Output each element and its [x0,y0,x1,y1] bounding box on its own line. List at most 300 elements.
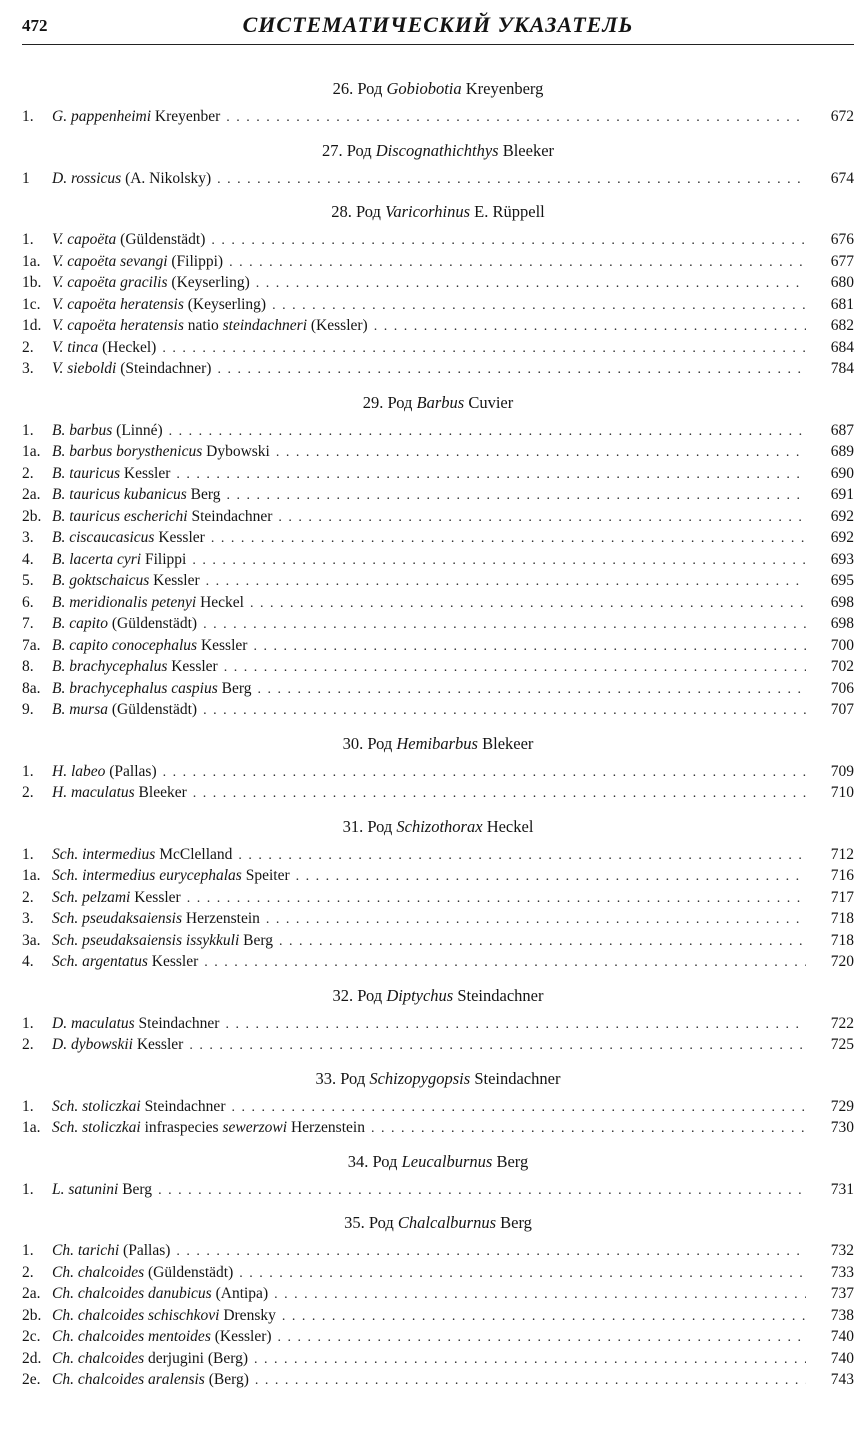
genus-heading [22,1062,854,1096]
page-reference: 689 [830,443,854,460]
index-entry [22,441,854,463]
leader-dots [225,1014,806,1035]
species-name [52,1240,170,1262]
species-name [52,887,181,909]
page-reference: 731 [830,1180,854,1198]
latin-name: B. mursa [52,701,108,718]
species-name [52,678,251,700]
index-entry [22,678,854,700]
species-name [52,506,272,528]
species-list [22,1013,854,1056]
leader-dots [238,845,806,866]
page-reference: 730 [830,1119,854,1136]
leader-dots [176,464,806,485]
index-entry [22,1305,854,1327]
genus-author: E. Rüppell [470,202,545,221]
species-name [52,484,220,506]
species-name [52,229,205,251]
author-name: Speiter [241,867,290,884]
entry-number: 2. [22,338,34,356]
species-name [52,315,368,337]
index-entry [22,951,854,973]
species-name [52,699,197,721]
latin-name: B. tauricus escherichi [52,507,188,525]
author-name: Berg [186,486,221,503]
genus-heading [22,386,854,420]
page-reference: 695 [830,572,854,589]
index-entry [22,1326,854,1348]
latin-name: B. meridionalis petenyi [52,593,197,611]
leader-dots [266,909,806,930]
genus-name: Varicorhinus [385,202,471,221]
entry-number: 1b. [22,274,42,291]
author-name: Berg [118,1180,153,1198]
index-entry [22,527,854,549]
leader-dots [158,1180,806,1201]
leader-dots [189,1035,806,1056]
page-reference: 716 [830,867,854,884]
species-name [52,844,232,866]
index-entry [22,337,854,359]
entry-number: 2b. [22,507,42,525]
latin-name: steindachneri [222,317,308,334]
page-number: 472 [22,16,48,35]
author-name: (Güldenstädt) [107,615,198,632]
leader-dots [374,316,806,337]
species-name [52,463,170,485]
genus-number: 29. [362,392,388,412]
latin-name: Sch. stoliczkai [52,1097,141,1115]
entry-number: 1a. [22,1119,41,1136]
index-entry [22,1369,854,1391]
leader-dots [163,762,806,783]
index-entry [22,635,854,657]
entry-number: 1. [22,421,34,439]
page-reference: 681 [830,295,854,313]
author-name: (Güldenstädt) [116,231,206,248]
index-entry [22,506,854,528]
species-name [52,951,198,973]
genus-author: Berg [496,1213,532,1232]
species-name [52,337,156,359]
entry-number: 1. [22,1180,34,1198]
genus-word: Род [368,1213,398,1232]
page-reference: 738 [830,1306,854,1324]
species-name [52,1262,233,1284]
page-reference: 710 [830,784,854,801]
leader-dots [279,931,806,952]
latin-name: Ch. chalcoides schischkovi [52,1306,220,1324]
latin-name: G. pappenheimi [52,108,152,125]
page-reference: 718 [830,910,854,927]
genus-word: Род [340,1068,370,1088]
genus-name: Barbus [416,392,465,412]
latin-name: Ch. chalcoides [52,1263,145,1281]
species-name [52,420,163,442]
genus-number: 26. [332,79,358,98]
author-name: Kessler [132,1036,184,1053]
genus-name: Schizothorax [396,816,483,836]
leader-dots [278,507,806,528]
page-reference: 672 [830,108,854,125]
author-name: Heckel [196,593,244,611]
page-reference: 732 [830,1242,854,1259]
author-name: (Pallas) [119,1242,171,1259]
leader-dots [211,230,806,251]
species-list [22,1179,854,1201]
genus-number: 32. [332,985,358,1005]
species-name [52,592,244,614]
author-name: (Heckel) [98,338,157,356]
genus-word: Род [372,1151,402,1171]
page-reference: 725 [830,1036,854,1053]
index-entry [22,463,854,485]
genus-heading [22,1206,854,1240]
latin-name: V. capoëta gracilis [52,274,168,291]
species-name [52,761,157,783]
species-name [52,527,205,549]
index-entry [22,570,854,592]
species-name [52,1348,248,1370]
genus-author: Steindachner [470,1068,561,1088]
latin-name: sewerzowi [222,1119,288,1136]
genus-name: Discognathichthys [375,140,499,160]
author-name: Filippi [141,550,187,568]
entry-number: 1d. [22,317,42,334]
author-name: Kessler [149,572,200,589]
genus-number: 33. [315,1068,341,1088]
author-name: Dybowski [202,443,270,460]
species-list [22,106,854,128]
index-entry [22,761,854,783]
species-name [52,782,187,804]
page-reference: 720 [830,953,854,970]
page-reference: 709 [830,762,854,780]
genus-name: Chalcalburnus [397,1213,496,1232]
genus-heading [22,72,854,106]
latin-name: Ch. chalcoides [52,1349,145,1367]
entry-number: 2c. [22,1328,41,1345]
latin-name: V. capoëta sevangi [52,252,168,270]
page-reference: 698 [830,593,854,611]
leader-dots [276,442,806,463]
author-name: infraspecies [140,1119,223,1136]
genus-name: Leucalburnus [401,1151,493,1171]
author-name: (Pallas) [105,762,157,780]
genus-number: 27. [321,140,347,160]
genus-word: Род [367,816,397,836]
author-name: Herzenstein [182,910,260,927]
index-entry [22,251,854,273]
index-entry [22,1240,854,1262]
latin-name: Ch. chalcoides aralensis [52,1371,205,1388]
genus-heading [22,979,854,1013]
index-entry [22,272,854,294]
running-head [22,12,854,42]
species-name [52,1013,219,1035]
latin-name: Sch. intermedius [52,845,156,863]
author-name: (Antipa) [211,1285,269,1302]
page-reference: 692 [830,529,854,546]
page-reference: 677 [830,252,854,270]
leader-dots [204,952,806,973]
latin-name: H. labeo [52,762,106,780]
page-reference: 706 [830,679,854,697]
author-name: Steindachner [187,507,273,525]
page-reference: 698 [830,615,854,632]
index-entry [22,315,854,337]
entry-number: 6. [22,593,34,611]
page-reference: 743 [830,1371,854,1388]
latin-name: H. maculatus [52,784,135,801]
species-list [22,1096,854,1139]
index-entry [22,1283,854,1305]
author-name: Steindachner [134,1014,220,1032]
author-name: (A. Nikolsky) [121,169,212,187]
page-reference: 717 [830,888,854,906]
leader-dots [206,571,806,592]
species-name [52,358,211,380]
leader-dots [256,273,806,294]
genus-number: 31. [342,816,368,836]
leader-dots [255,1370,806,1391]
leader-dots [239,1263,806,1284]
latin-name: B. barbus borysthenicus [52,443,203,460]
species-name [52,106,220,128]
species-name [52,549,186,571]
latin-name: Ch. chalcoides danubicus [52,1285,212,1302]
author-name: Kessler [167,658,218,675]
index-entry [22,592,854,614]
species-list [22,761,854,804]
author-name: Bleeker [134,784,187,801]
entry-number: 1. [22,1097,34,1115]
species-list [22,229,854,380]
species-list [22,420,854,721]
index-entry [22,699,854,721]
index-entry [22,1262,854,1284]
index-entry [22,420,854,442]
species-name [52,1179,152,1201]
latin-name: Ch. chalcoides mentoides [52,1328,211,1345]
leader-dots [296,866,806,887]
leader-dots [162,338,806,359]
page-title: СИСТЕМАТИЧЕСКИЙ УКАЗАТЕЛЬ [242,12,634,37]
page-reference: 733 [830,1263,854,1281]
page-reference: 784 [830,360,854,377]
page-reference: 674 [830,169,854,187]
index-entry [22,613,854,635]
leader-dots [282,1306,806,1327]
genus-author: Heckel [482,816,534,836]
species-list [22,168,854,190]
author-name: Kessler [130,888,181,906]
genus-number: 35. [344,1213,369,1232]
latin-name: B. capito conocephalus [52,636,198,654]
leader-dots [187,888,806,909]
latin-name: B. ciscaucasicus [52,529,155,546]
entry-number: 4. [22,550,34,568]
genus-author: Cuvier [464,392,514,412]
latin-name: V. sieboldi [52,360,117,377]
entry-number: 2. [22,464,34,482]
page-reference: 740 [830,1349,854,1367]
species-name [52,1369,249,1391]
entry-number: 4. [22,953,34,970]
latin-name: D. dybowskii [52,1036,133,1053]
species-name [52,570,200,592]
leader-dots [250,593,806,614]
entry-number: 2. [22,888,34,906]
index-entry [22,1179,854,1201]
entry-number: 2. [22,1263,34,1281]
page-reference: 684 [830,338,854,356]
page-reference: 691 [830,486,854,503]
leader-dots [371,1118,806,1139]
genus-heading [22,727,854,761]
author-name: Berg [217,679,252,697]
entry-number: 1. [22,108,34,125]
systematic-index [22,66,854,1395]
species-name [52,1283,268,1305]
latin-name: L. satunini [52,1180,119,1198]
genus-heading [22,134,854,168]
latin-name: Sch. stoliczkai [52,1119,141,1136]
entry-number: 5. [22,572,34,589]
latin-name: V. capoëta heratensis [52,295,184,313]
leader-dots [224,657,806,678]
author-name: Kessler [147,953,199,970]
entry-number: 3a. [22,931,41,949]
author-name: (Güldenstädt) [107,701,198,718]
leader-dots [231,1097,806,1118]
index-entry [22,887,854,909]
species-list [22,1240,854,1391]
author-name: derjugini (Berg) [144,1349,249,1367]
page-reference: 702 [830,658,854,675]
genus-number: 28. [331,202,356,221]
genus-author: Bleeker [498,140,555,160]
species-name [52,1096,225,1118]
species-name [52,635,247,657]
latin-name: Sch. pseudaksaiensis issykkuli [52,931,240,949]
author-name: Kreyenber [151,108,221,125]
species-name [52,865,290,887]
species-name [52,613,197,635]
entry-number: 1. [22,762,34,780]
species-name [52,908,260,930]
leader-dots [176,1241,806,1262]
page-reference: 690 [830,464,854,482]
author-name: Steindachner [140,1097,226,1115]
author-name: (Güldenstädt) [144,1263,234,1281]
species-name [52,272,250,294]
leader-dots [211,528,806,549]
leader-dots [253,636,806,657]
leader-dots [278,1327,806,1348]
author-name: natio [183,317,223,334]
leader-dots [217,169,806,190]
index-entry [22,1034,854,1056]
page-reference: 680 [830,274,854,291]
latin-name: V. capoëta [52,231,117,248]
entry-number: 7a. [22,636,41,654]
species-name [52,1305,276,1327]
entry-number: 2. [22,784,34,801]
entry-number: 3. [22,910,34,927]
leader-dots [272,295,806,316]
genus-number: 34. [347,1151,373,1171]
latin-name: D. rossicus [52,169,122,187]
author-name: (Keyserling) [167,274,250,291]
index-entry [22,844,854,866]
leader-dots [274,1284,806,1305]
page-reference: 693 [830,550,854,568]
latin-name: V. tinca [52,338,99,356]
entry-number: 1c. [22,295,41,313]
species-name [52,1034,183,1056]
genus-word: Род [357,985,387,1005]
index-entry [22,168,854,190]
index-entry [22,358,854,380]
latin-name: Sch. pelzami [52,888,131,906]
genus-word: Род [346,140,376,160]
species-name [52,251,223,273]
author-name: McClelland [155,845,233,863]
genus-heading [22,1145,854,1179]
author-name: (Steindachner) [116,360,212,377]
leader-dots [203,614,806,635]
genus-name: Hemibarbus [396,733,478,753]
index-entry [22,106,854,128]
entry-number: 8a. [22,679,41,697]
leader-dots [229,252,806,273]
page-reference: 722 [830,1014,854,1032]
species-name [52,1117,365,1139]
latin-name: B. lacerta cyri [52,550,142,568]
page-reference: 692 [830,507,854,525]
entry-number: 2a. [22,1285,41,1302]
latin-name: B. tauricus [52,464,121,482]
author-name: (Keyserling) [183,295,267,313]
leader-dots [217,359,806,380]
leader-dots [193,783,806,804]
latin-name: B. tauricus kubanicus [52,486,187,503]
genus-word: Род [387,392,417,412]
latin-name: Sch. argentatus [52,953,148,970]
genus-author: Blekeer [477,733,534,753]
entry-number: 7. [22,615,34,632]
entry-number: 1. [22,1014,34,1032]
genus-heading [22,810,854,844]
author-name: (Filippi) [167,252,224,270]
genus-word: Род [356,202,386,221]
entry-number: 3. [22,529,34,546]
entry-number: 8. [22,658,34,675]
leader-dots [254,1349,806,1370]
latin-name: Sch. intermedius eurycephalas [52,867,242,884]
latin-name: D. maculatus [52,1014,135,1032]
species-list [22,844,854,973]
index-entry [22,1096,854,1118]
index-entry [22,1013,854,1035]
species-name [52,441,270,463]
leader-dots [226,107,806,128]
genus-author: Kreyenberg [461,79,544,98]
leader-dots [192,550,806,571]
genus-name: Diptychus [386,985,454,1005]
entry-number: 1a. [22,443,41,460]
